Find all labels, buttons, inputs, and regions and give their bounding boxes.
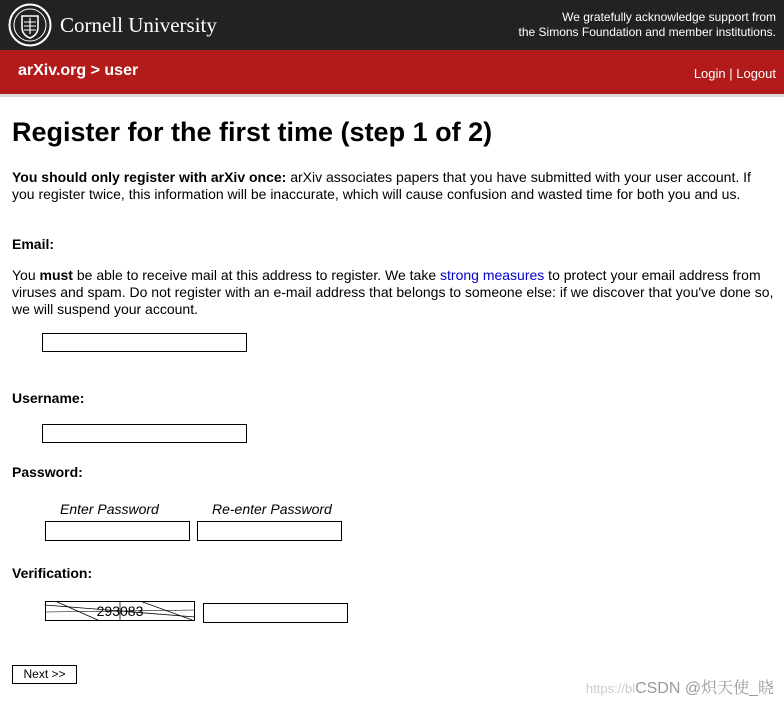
email-desc-must: must bbox=[39, 267, 73, 283]
captcha-image bbox=[45, 601, 195, 621]
login-link[interactable]: Login bbox=[693, 66, 726, 81]
watermark-text: CSDN @炽天使_晓 bbox=[635, 680, 774, 697]
email-field[interactable] bbox=[42, 333, 247, 352]
verification-field[interactable] bbox=[203, 603, 348, 623]
email-label: Email: bbox=[12, 236, 55, 252]
password-field[interactable] bbox=[45, 521, 190, 541]
email-desc-pre: You bbox=[12, 267, 40, 283]
watermark bbox=[586, 675, 774, 698]
acknowledgement-text bbox=[416, 10, 776, 40]
password-label: Password: bbox=[12, 464, 83, 480]
logout-link[interactable]: Logout bbox=[736, 66, 776, 81]
register-once-bold: You should only register with arXiv once: bbox=[12, 169, 287, 185]
university-name[interactable]: Cornell University bbox=[60, 13, 217, 37]
watermark-url: https://bl bbox=[585, 681, 636, 696]
reenter-password-label: Re-enter Password bbox=[212, 501, 332, 517]
cornell-seal-icon[interactable] bbox=[8, 3, 52, 47]
next-button[interactable]: Next >> bbox=[12, 665, 77, 684]
email-desc-mid: be able to receive mail at this address to register. We take bbox=[72, 267, 441, 283]
register-once-notice bbox=[12, 169, 774, 203]
ack-line-1: We gratefully acknowledge support from bbox=[562, 10, 776, 24]
ack-line-2: the Simons Foundation and member institutions. bbox=[518, 25, 776, 39]
header-shadow bbox=[0, 94, 784, 97]
username-field[interactable] bbox=[42, 424, 247, 443]
register-once-text: arXiv associates papers that you have submitted with your user account. If you register twice, this information will be inaccurate, which will cause confusion and wasted time for both you and us. bbox=[12, 169, 751, 202]
username-label: Username: bbox=[12, 390, 85, 406]
captcha-text: 293083 bbox=[96, 603, 144, 619]
email-description bbox=[12, 267, 774, 318]
user-links-separator: | bbox=[725, 66, 737, 81]
page-title: Register for the first time (step 1 of 2) bbox=[12, 117, 493, 147]
breadcrumb bbox=[18, 62, 138, 80]
enter-password-label: Enter Password bbox=[60, 501, 159, 517]
breadcrumb-user-link[interactable]: user bbox=[104, 62, 139, 79]
breadcrumb-arxiv-link[interactable]: arXiv.org bbox=[18, 62, 87, 79]
strong-measures-link[interactable]: strong measures bbox=[440, 267, 545, 283]
breadcrumb-separator: > bbox=[86, 62, 105, 79]
user-links bbox=[694, 66, 776, 81]
reenter-password-field[interactable] bbox=[197, 521, 342, 541]
email-desc-post: to protect your email address from viruses and spam. Do not register with an e-mail address that belongs to someone else: if we discover that you've done so, we will suspend your account. bbox=[12, 267, 774, 317]
verification-label: Verification: bbox=[12, 565, 93, 581]
